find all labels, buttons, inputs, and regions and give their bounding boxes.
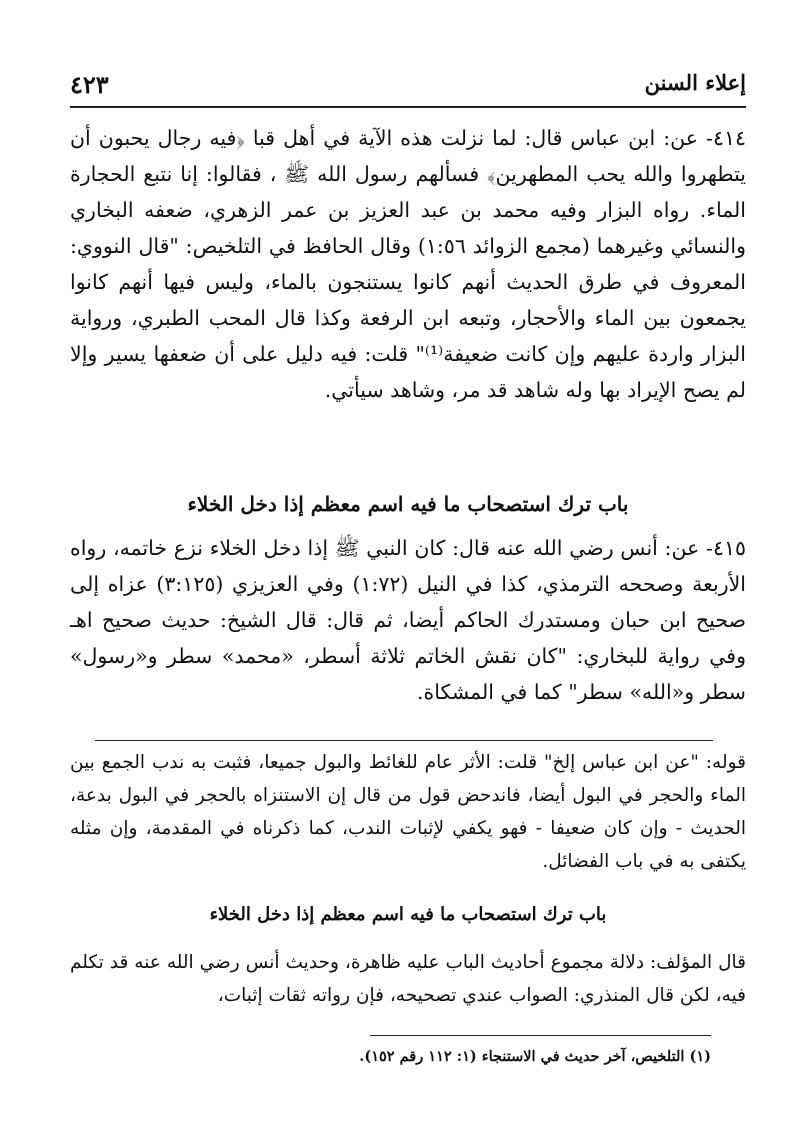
page-header: [70, 70, 746, 100]
commentary-text: قوله: "عن ابن عباس إلخ" قلت: الأثر عام للغائط والبول جميعا، فثبت به ندب الجمع بين الماء والحجر في البول أيضا، فاندحض قول من قال إن الاستنزاه بالحجر في البول بدعة، الحديث - وإن كان ضعيفا - فهو يكفي لإثبات الندب، كما ذكرناه في المقدمة، وإن مثله يكتفى به في باب الفضائل.: [70, 752, 746, 872]
running-title: إعلاء السنن: [644, 70, 746, 95]
section-heading-2: باب ترك استصحاب ما فيه اسم معظم إذا دخل الخلاء: [209, 904, 607, 925]
footnote: (١) التلخيص، آخر حديث في الاستنجاء (١: ١١٢ رقم ١٥٢).: [359, 1048, 711, 1065]
header-rule: [70, 106, 746, 108]
footnote-rule: [370, 1035, 711, 1036]
author-note-text: قال المؤلف: دلالة مجموع أحاديث الباب عليه ظاهرة، وحديث أنس رضي الله عنه قد تكلم فيه، لكن قال المنذري: الصواب عندي تصحيحه، فإن رواته ثقات إثبات،: [70, 952, 746, 1006]
page-number: ٤٢٣: [70, 70, 109, 99]
section-heading-1: باب ترك استصحاب ما فيه اسم معظم إذا دخل الخلاء: [187, 492, 629, 516]
hadith-415-text: ٤١٥- عن: أنس رضي الله عنه قال: كان النبي ﷺ إذا دخل الخلاء نزع خاتمه، رواه الأربعة وصححه الترمذي، كذا في النيل (١:٧٢) وفي العزيزي (٣:١٢٥) عزاه إلى صحيح ابن حبان ومستدرك الحاكم أيضا، ثم قال: قال الشيخ: حديث صحيح اهـ وفي رواية للبخاري: "كان نقش الخاتم ثلاثة أسطر، «محمد» سطر و«رسول» سطر و«الله» سطر" كما في المشكاة.: [70, 536, 746, 704]
commentary-separator: [95, 740, 713, 741]
hadith-414: [70, 120, 746, 408]
commentary: [70, 746, 746, 878]
hadith-414-text: ٤١٤- عن: ابن عباس قال: لما نزلت هذه الآية في أهل قبا ﴿فيه رجال يحبون أن يتطهروا والله يحب المطهرين﴾ فسألهم رسول الله ﷺ ، فقالوا: إنا نتبع الحجارة الماء. رواه البزار وفيه محمد بن عبد العزيز بن عمر الزهري، ضعفه البخاري والنسائي وغيرهما (مجمع الزوائد ١:٥٦) وقال الحافظ في التلخيص: "قال النووي: المعروف في طرق الحديث أنهم كانوا يستنجون بالماء، وليس فيها أنهم كانوا يجمعون بين الماء والأحجار، وتبعه ابن الرفعة وكذا قال المحب الطبري، ورواية البزار واردة عليهم وإن كانت ضعيفة⁽¹⁾" قلت: فيه دليل على أن ضعفها يسير وإلا لم يصح الإيراد بها وله شاهد قد مر، وشاهد سيأتي.: [70, 126, 747, 402]
author-note: [70, 946, 746, 1012]
hadith-415: [70, 530, 746, 710]
